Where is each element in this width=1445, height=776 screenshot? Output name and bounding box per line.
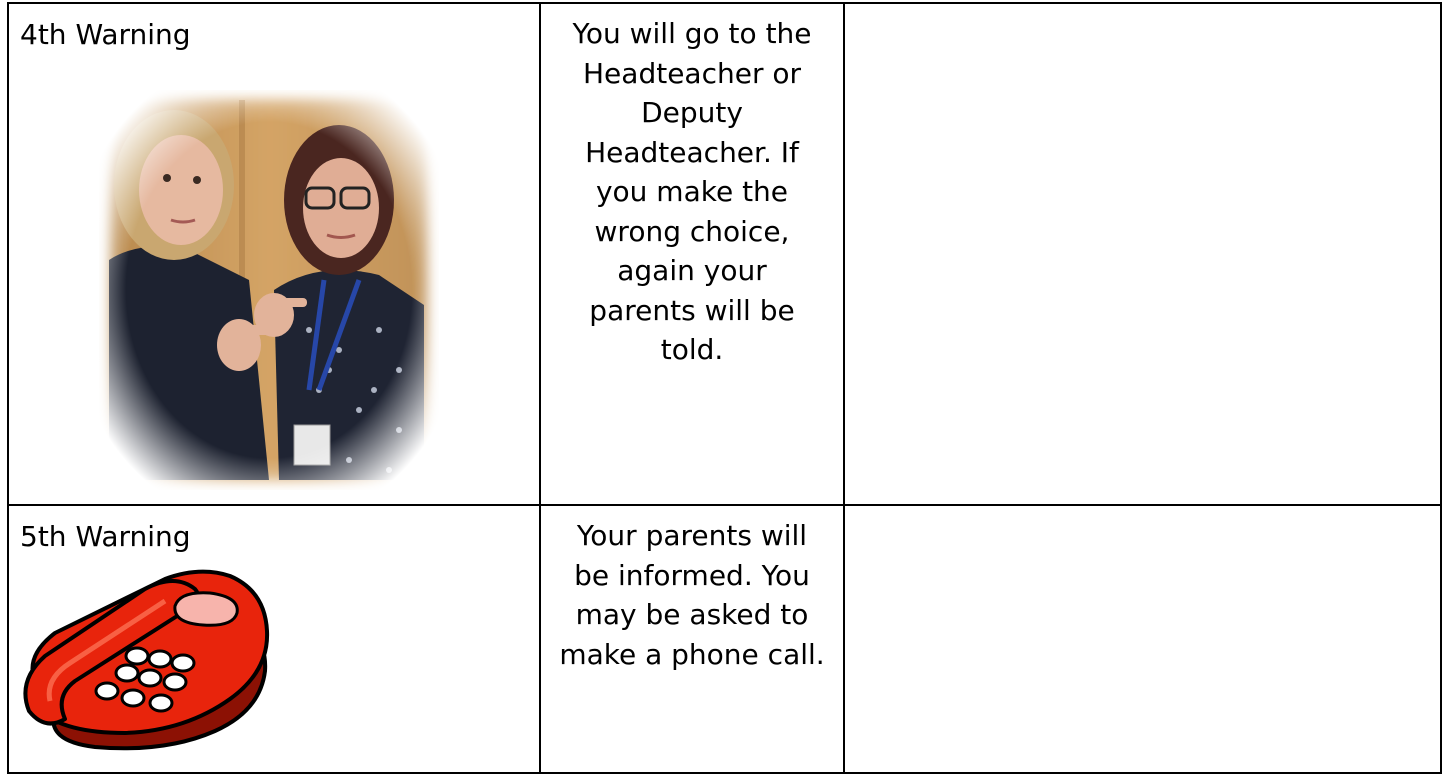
consequence-line: you make the	[595, 175, 789, 208]
consequence-cell	[540, 3, 844, 505]
table-row	[8, 505, 1441, 773]
photo-two-staff-pointing-icon	[99, 90, 439, 490]
notes-cell	[844, 3, 1441, 505]
consequence-line: You will go to the	[572, 17, 812, 50]
consequence-line: make a phone call.	[559, 637, 825, 671]
consequence-line: may be asked to	[575, 598, 809, 631]
consequence-line: told.	[660, 333, 724, 366]
consequence-line: be informed. You	[574, 558, 810, 592]
warning-cell	[8, 3, 540, 505]
table-row	[8, 3, 1441, 505]
warning-label: 4th Warning	[20, 18, 191, 51]
notes-cell	[844, 505, 1441, 773]
consequence-line: Headteacher. If	[585, 135, 799, 169]
consequence-line: parents will be	[589, 293, 795, 327]
consequence-line: Headteacher or	[583, 56, 801, 90]
consequence-line: Your parents will	[576, 519, 808, 552]
consequence-line: Deputy	[641, 96, 743, 129]
warning-label: 5th Warning	[20, 520, 191, 553]
consequence-cell	[540, 505, 844, 773]
consequence-line: again your	[617, 254, 767, 287]
consequence-line: wrong choice,	[594, 214, 790, 248]
warning-cell	[8, 505, 540, 773]
consequence-text	[541, 4, 843, 370]
red-telephone-icon	[15, 561, 275, 751]
consequence-text	[541, 506, 843, 674]
behaviour-warnings-table	[7, 2, 1442, 774]
